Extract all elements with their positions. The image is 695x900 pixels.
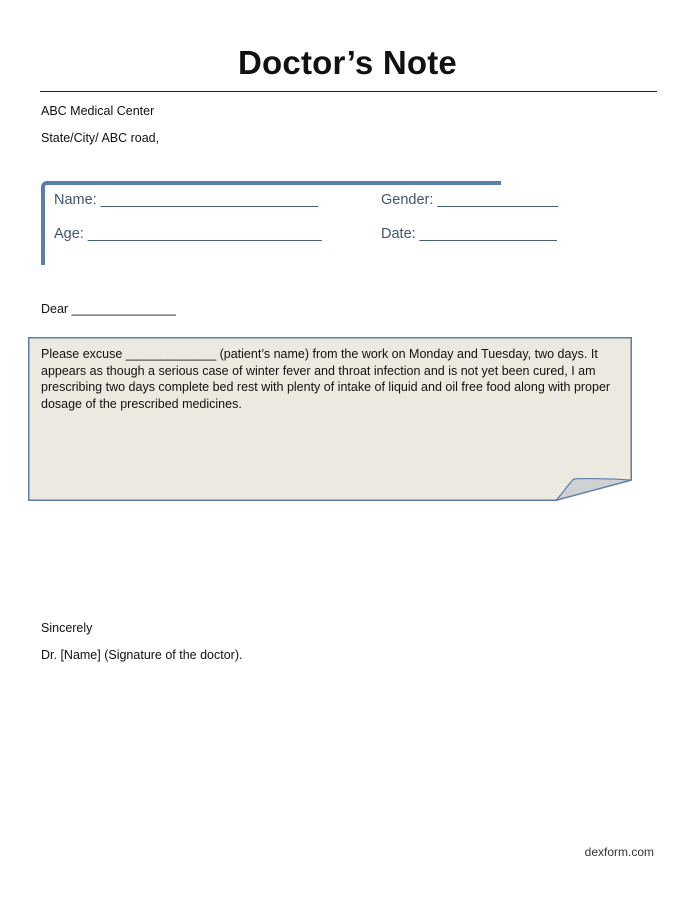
name-field[interactable]: Name: ___________________________ [54,192,319,208]
title-divider [40,91,657,92]
note-body: Please excuse _____________ (patient’s name) from the work on Monday and Tuesday, two days. It appears as though a serious case of winter fever and throat infection and is not yet been cured, I am prescribing two days complete bed rest with plenty of intake of liquid and oil free food along with proper dosage of the prescribed medicines. [41,347,611,411]
closing: Sincerely [41,621,93,635]
page-title: Doctor’s Note [238,44,457,81]
date-field[interactable]: Date: _________________ [381,226,557,242]
age-field[interactable]: Age: _____________________________ [54,226,322,242]
salutation: Dear _______________ [41,302,176,316]
gender-field[interactable]: Gender: _______________ [381,192,559,208]
doctor-signature: Dr. [Name] (Signature of the doctor). [41,648,243,662]
footer-brand: dexform.com [584,845,654,859]
clinic-name: ABC Medical Center [41,104,155,118]
note-box [28,337,632,501]
clinic-address: State/City/ ABC road, [41,131,160,145]
